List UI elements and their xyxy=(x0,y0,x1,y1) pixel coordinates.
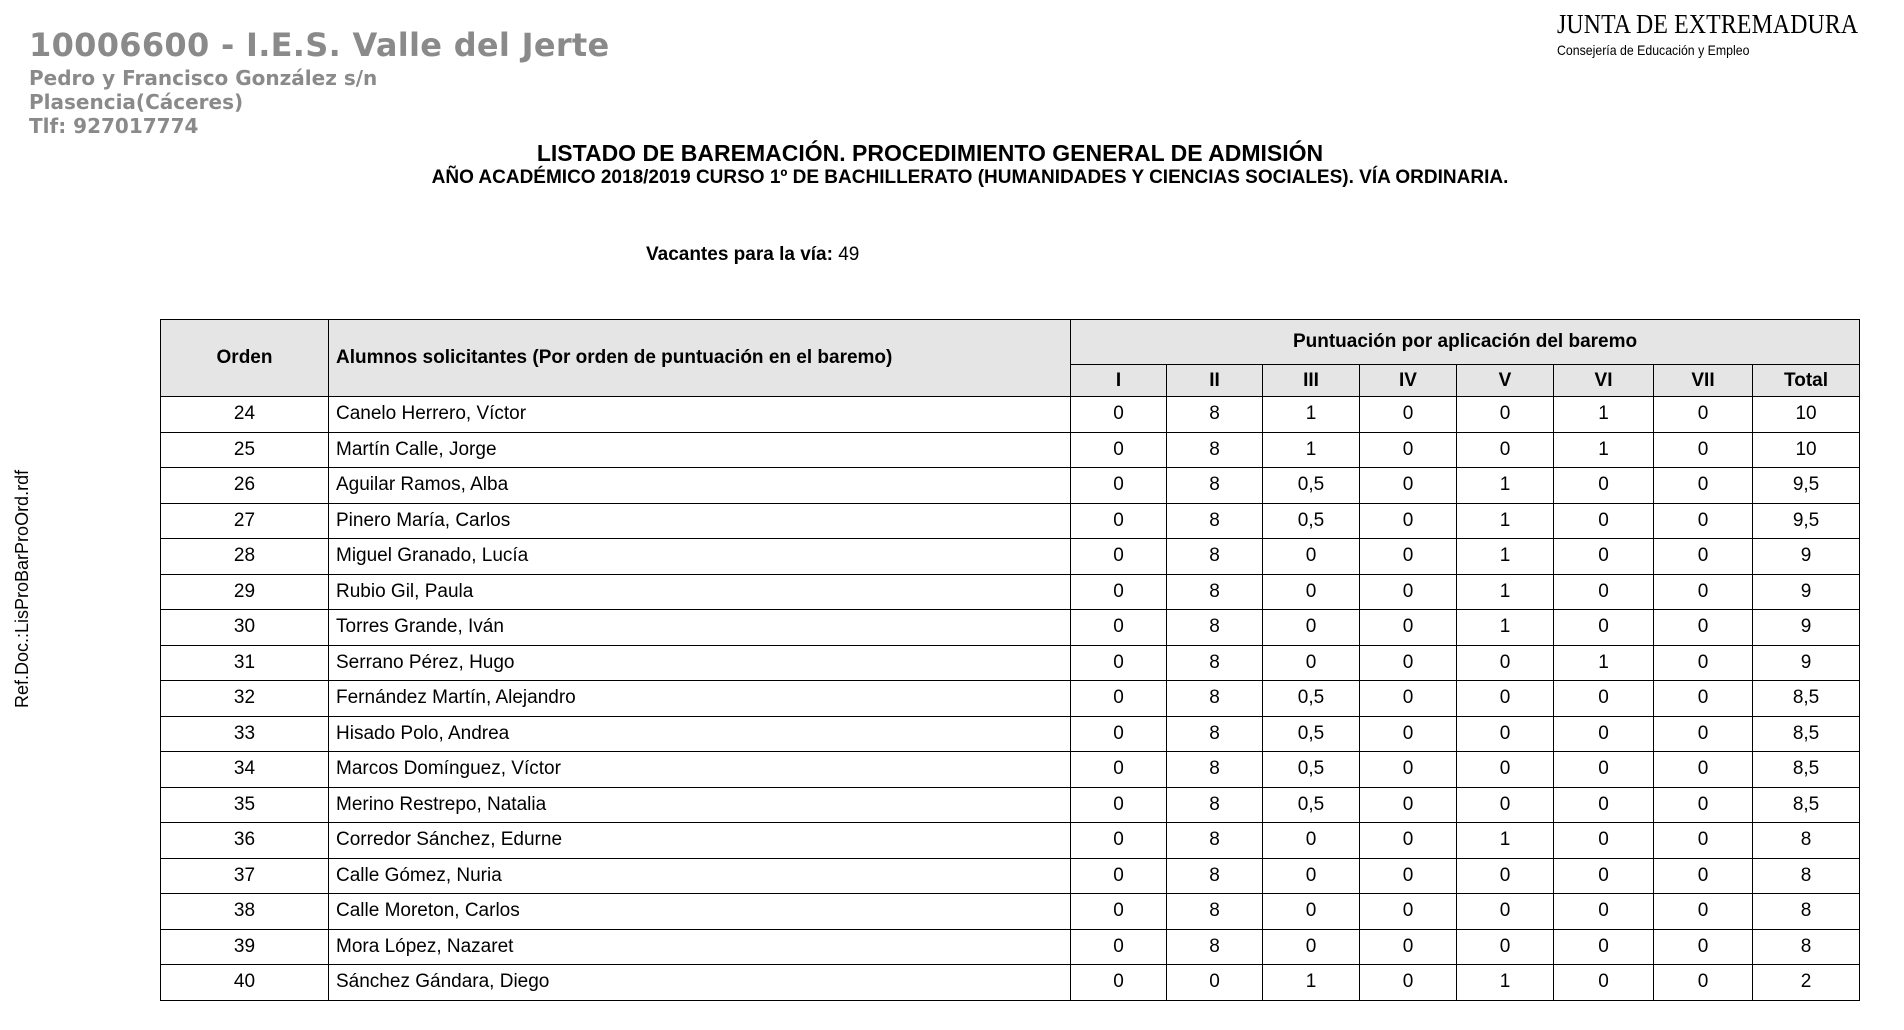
cell-score: 0 xyxy=(1554,858,1654,894)
cell-score: 9 xyxy=(1753,610,1860,646)
cell-student-name: Pinero María, Carlos xyxy=(329,503,1071,539)
cell-student-name: Sánchez Gándara, Diego xyxy=(329,965,1071,1001)
cell-score: 0 xyxy=(1071,858,1167,894)
cell-score: 0 xyxy=(1360,539,1457,575)
cell-score: 0,5 xyxy=(1263,468,1360,504)
cell-student-name: Rubio Gil, Paula xyxy=(329,574,1071,610)
cell-score: 0 xyxy=(1654,858,1753,894)
cell-score: 0 xyxy=(1263,823,1360,859)
cell-score: 0 xyxy=(1654,539,1753,575)
cell-score: 0 xyxy=(1654,503,1753,539)
cell-score: 0 xyxy=(1263,539,1360,575)
header-alumnos: Alumnos solicitantes (Por orden de puntuación en el baremo) xyxy=(329,320,1071,397)
cell-score: 8 xyxy=(1167,432,1263,468)
table-row xyxy=(161,468,1860,504)
header-orden: Orden xyxy=(161,320,329,397)
cell-score: 8 xyxy=(1167,503,1263,539)
cell-score: 1 xyxy=(1457,468,1554,504)
document-title: LISTADO DE BAREMACIÓN. PROCEDIMIENTO GENERAL DE ADMISIÓN xyxy=(536,140,1324,166)
cell-score: 0,5 xyxy=(1263,787,1360,823)
table-row xyxy=(161,681,1860,717)
cell-score: 8 xyxy=(1753,929,1860,965)
cell-orden: 35 xyxy=(161,787,329,823)
cell-score: 0 xyxy=(1654,929,1753,965)
vacantes xyxy=(646,243,859,267)
cell-orden: 39 xyxy=(161,929,329,965)
cell-score: 0 xyxy=(1360,858,1457,894)
cell-score: 8 xyxy=(1753,823,1860,859)
school-phone: Tlf: 927017774 xyxy=(29,114,199,138)
cell-score: 0 xyxy=(1071,752,1167,788)
school-city: Plasencia(Cáceres) xyxy=(29,90,244,114)
cell-score: 0 xyxy=(1554,681,1654,717)
cell-orden: 37 xyxy=(161,858,329,894)
cell-orden: 24 xyxy=(161,397,329,433)
cell-score: 0 xyxy=(1554,929,1654,965)
cell-score: 1 xyxy=(1263,397,1360,433)
cell-score: 0 xyxy=(1654,894,1753,930)
cell-score: 0 xyxy=(1360,503,1457,539)
cell-score: 0 xyxy=(1071,468,1167,504)
cell-student-name: Mora López, Nazaret xyxy=(329,929,1071,965)
cell-score: 9,5 xyxy=(1753,468,1860,504)
table-row xyxy=(161,539,1860,575)
vacantes-value: 49 xyxy=(838,244,860,265)
table-row xyxy=(161,645,1860,681)
cell-score: 0 xyxy=(1554,716,1654,752)
header-col-iv: IV xyxy=(1360,365,1457,397)
cell-score: 1 xyxy=(1263,432,1360,468)
cell-score: 8 xyxy=(1167,716,1263,752)
cell-score: 8 xyxy=(1167,894,1263,930)
cell-score: 0 xyxy=(1071,823,1167,859)
cell-score: 8 xyxy=(1167,539,1263,575)
cell-score: 8,5 xyxy=(1753,787,1860,823)
cell-score: 0,5 xyxy=(1263,716,1360,752)
cell-score: 1 xyxy=(1554,432,1654,468)
cell-score: 0 xyxy=(1654,397,1753,433)
table-row xyxy=(161,397,1860,433)
cell-score: 9 xyxy=(1753,574,1860,610)
cell-score: 0 xyxy=(1263,858,1360,894)
cell-score: 0 xyxy=(1071,716,1167,752)
cell-score: 8,5 xyxy=(1753,752,1860,788)
header-col-vi: VI xyxy=(1554,365,1654,397)
cell-score: 8 xyxy=(1167,787,1263,823)
cell-score: 0 xyxy=(1554,787,1654,823)
cell-score: 8 xyxy=(1167,681,1263,717)
cell-score: 0 xyxy=(1071,610,1167,646)
header-col-ii: II xyxy=(1167,365,1263,397)
cell-score: 8,5 xyxy=(1753,716,1860,752)
cell-score: 0 xyxy=(1360,716,1457,752)
cell-score: 0 xyxy=(1654,468,1753,504)
cell-score: 0 xyxy=(1360,823,1457,859)
cell-score: 1 xyxy=(1457,574,1554,610)
cell-score: 0 xyxy=(1654,681,1753,717)
cell-score: 0 xyxy=(1360,894,1457,930)
cell-score: 0 xyxy=(1360,397,1457,433)
cell-score: 0 xyxy=(1457,752,1554,788)
cell-score: 0 xyxy=(1457,787,1554,823)
cell-score: 1 xyxy=(1457,610,1554,646)
cell-orden: 36 xyxy=(161,823,329,859)
cell-student-name: Calle Gómez, Nuria xyxy=(329,858,1071,894)
cell-student-name: Calle Moreton, Carlos xyxy=(329,894,1071,930)
header-col-total: Total xyxy=(1753,365,1860,397)
cell-score: 0 xyxy=(1554,894,1654,930)
cell-score: 0 xyxy=(1167,965,1263,1001)
cell-score: 10 xyxy=(1753,397,1860,433)
cell-student-name: Serrano Pérez, Hugo xyxy=(329,645,1071,681)
cell-score: 0 xyxy=(1654,574,1753,610)
cell-score: 0 xyxy=(1457,894,1554,930)
cell-score: 0 xyxy=(1554,752,1654,788)
cell-score: 0,5 xyxy=(1263,681,1360,717)
cell-score: 0 xyxy=(1360,929,1457,965)
cell-score: 0 xyxy=(1554,610,1654,646)
table-body xyxy=(161,397,1860,1001)
cell-score: 0 xyxy=(1360,787,1457,823)
cell-score: 0 xyxy=(1360,468,1457,504)
cell-score: 8 xyxy=(1753,894,1860,930)
cell-score: 0 xyxy=(1263,574,1360,610)
cell-student-name: Miguel Granado, Lucía xyxy=(329,539,1071,575)
cell-score: 0 xyxy=(1360,610,1457,646)
table-row xyxy=(161,929,1860,965)
cell-score: 0 xyxy=(1554,823,1654,859)
cell-score: 0 xyxy=(1071,681,1167,717)
cell-score: 0 xyxy=(1457,645,1554,681)
cell-score: 1 xyxy=(1263,965,1360,1001)
cell-score: 0 xyxy=(1071,787,1167,823)
document-subtitle: AÑO ACADÉMICO 2018/2019 CURSO 1º DE BACHILLERATO (HUMANIDADES Y CIENCIAS SOCIALES). VÍA ORDINARIA. xyxy=(431,167,1509,188)
cell-score: 0 xyxy=(1071,503,1167,539)
cell-student-name: Corredor Sánchez, Edurne xyxy=(329,823,1071,859)
cell-score: 8 xyxy=(1167,574,1263,610)
cell-score: 0 xyxy=(1360,965,1457,1001)
org-dept: Consejería de Educación y Empleo xyxy=(1556,42,1750,58)
cell-score: 0 xyxy=(1554,965,1654,1001)
cell-score: 0 xyxy=(1457,681,1554,717)
cell-score: 0,5 xyxy=(1263,752,1360,788)
cell-score: 9 xyxy=(1753,645,1860,681)
cell-score: 1 xyxy=(1554,645,1654,681)
cell-score: 0 xyxy=(1554,503,1654,539)
cell-score: 1 xyxy=(1457,503,1554,539)
cell-orden: 40 xyxy=(161,965,329,1001)
cell-score: 8 xyxy=(1167,929,1263,965)
cell-score: 0 xyxy=(1457,432,1554,468)
document-ref: Ref.Doc.:LisProBarProOrd.rdf xyxy=(12,469,32,708)
baremo-table xyxy=(160,319,1860,1001)
cell-orden: 25 xyxy=(161,432,329,468)
cell-student-name: Aguilar Ramos, Alba xyxy=(329,468,1071,504)
cell-score: 10 xyxy=(1753,432,1860,468)
cell-score: 1 xyxy=(1554,397,1654,433)
cell-orden: 31 xyxy=(161,645,329,681)
cell-score: 0 xyxy=(1457,929,1554,965)
cell-score: 9 xyxy=(1753,539,1860,575)
table-row xyxy=(161,858,1860,894)
table-row xyxy=(161,965,1860,1001)
cell-score: 9,5 xyxy=(1753,503,1860,539)
cell-score: 0 xyxy=(1654,610,1753,646)
cell-score: 8 xyxy=(1753,858,1860,894)
cell-score: 1 xyxy=(1457,965,1554,1001)
school-code-name: 10006600 - I.E.S. Valle del Jerte xyxy=(29,26,610,64)
cell-score: 8 xyxy=(1167,397,1263,433)
cell-student-name: Marcos Domínguez, Víctor xyxy=(329,752,1071,788)
cell-score: 0 xyxy=(1071,929,1167,965)
cell-student-name: Martín Calle, Jorge xyxy=(329,432,1071,468)
school-info xyxy=(29,24,610,138)
cell-student-name: Canelo Herrero, Víctor xyxy=(329,397,1071,433)
cell-score: 0 xyxy=(1071,539,1167,575)
cell-score: 8 xyxy=(1167,823,1263,859)
table-row xyxy=(161,503,1860,539)
cell-student-name: Merino Restrepo, Natalia xyxy=(329,787,1071,823)
school-address: Pedro y Francisco González s/n xyxy=(29,66,378,90)
cell-score: 0 xyxy=(1654,965,1753,1001)
cell-score: 0 xyxy=(1654,752,1753,788)
cell-score: 0 xyxy=(1654,645,1753,681)
cell-orden: 27 xyxy=(161,503,329,539)
cell-score: 0 xyxy=(1071,965,1167,1001)
cell-orden: 38 xyxy=(161,894,329,930)
org-name: JUNTA DE EXTREMADURA xyxy=(1556,9,1858,39)
cell-score: 0 xyxy=(1360,432,1457,468)
cell-student-name: Fernández Martín, Alejandro xyxy=(329,681,1071,717)
cell-score: 0 xyxy=(1654,823,1753,859)
header-col-iii: III xyxy=(1263,365,1360,397)
cell-score: 1 xyxy=(1457,823,1554,859)
cell-orden: 26 xyxy=(161,468,329,504)
cell-score: 0 xyxy=(1554,574,1654,610)
table-row xyxy=(161,752,1860,788)
header-puntuacion: Puntuación por aplicación del baremo xyxy=(1071,320,1860,365)
cell-score: 2 xyxy=(1753,965,1860,1001)
cell-score: 0 xyxy=(1071,574,1167,610)
cell-score: 0,5 xyxy=(1263,503,1360,539)
cell-score: 0 xyxy=(1457,858,1554,894)
cell-score: 8 xyxy=(1167,752,1263,788)
cell-score: 0 xyxy=(1457,397,1554,433)
table-row xyxy=(161,716,1860,752)
header-col-i: I xyxy=(1071,365,1167,397)
cell-score: 8 xyxy=(1167,468,1263,504)
cell-score: 0 xyxy=(1654,716,1753,752)
cell-score: 8,5 xyxy=(1753,681,1860,717)
cell-orden: 30 xyxy=(161,610,329,646)
header-col-vii: VII xyxy=(1654,365,1753,397)
cell-score: 0 xyxy=(1654,787,1753,823)
cell-orden: 32 xyxy=(161,681,329,717)
table-row xyxy=(161,610,1860,646)
table-row xyxy=(161,432,1860,468)
cell-score: 0 xyxy=(1071,397,1167,433)
cell-score: 0 xyxy=(1360,645,1457,681)
cell-student-name: Hisado Polo, Andrea xyxy=(329,716,1071,752)
cell-score: 0 xyxy=(1071,432,1167,468)
cell-orden: 33 xyxy=(161,716,329,752)
cell-score: 0 xyxy=(1360,681,1457,717)
cell-score: 0 xyxy=(1457,716,1554,752)
cell-score: 0 xyxy=(1554,468,1654,504)
cell-score: 1 xyxy=(1457,539,1554,575)
cell-score: 0 xyxy=(1554,539,1654,575)
cell-score: 8 xyxy=(1167,858,1263,894)
cell-score: 0 xyxy=(1263,929,1360,965)
cell-score: 0 xyxy=(1071,894,1167,930)
table-row xyxy=(161,823,1860,859)
cell-orden: 28 xyxy=(161,539,329,575)
table-row xyxy=(161,574,1860,610)
cell-score: 0 xyxy=(1263,645,1360,681)
cell-score: 8 xyxy=(1167,610,1263,646)
cell-score: 0 xyxy=(1360,752,1457,788)
vacantes-label: Vacantes para la vía: xyxy=(646,244,833,265)
cell-score: 8 xyxy=(1167,645,1263,681)
cell-score: 0 xyxy=(1654,432,1753,468)
org-logo xyxy=(1557,8,1899,60)
cell-orden: 29 xyxy=(161,574,329,610)
cell-score: 0 xyxy=(1263,894,1360,930)
table-row xyxy=(161,894,1860,930)
cell-score: 0 xyxy=(1071,645,1167,681)
table-row xyxy=(161,787,1860,823)
header-col-v: V xyxy=(1457,365,1554,397)
cell-score: 0 xyxy=(1263,610,1360,646)
cell-score: 0 xyxy=(1360,574,1457,610)
cell-student-name: Torres Grande, Iván xyxy=(329,610,1071,646)
cell-orden: 34 xyxy=(161,752,329,788)
